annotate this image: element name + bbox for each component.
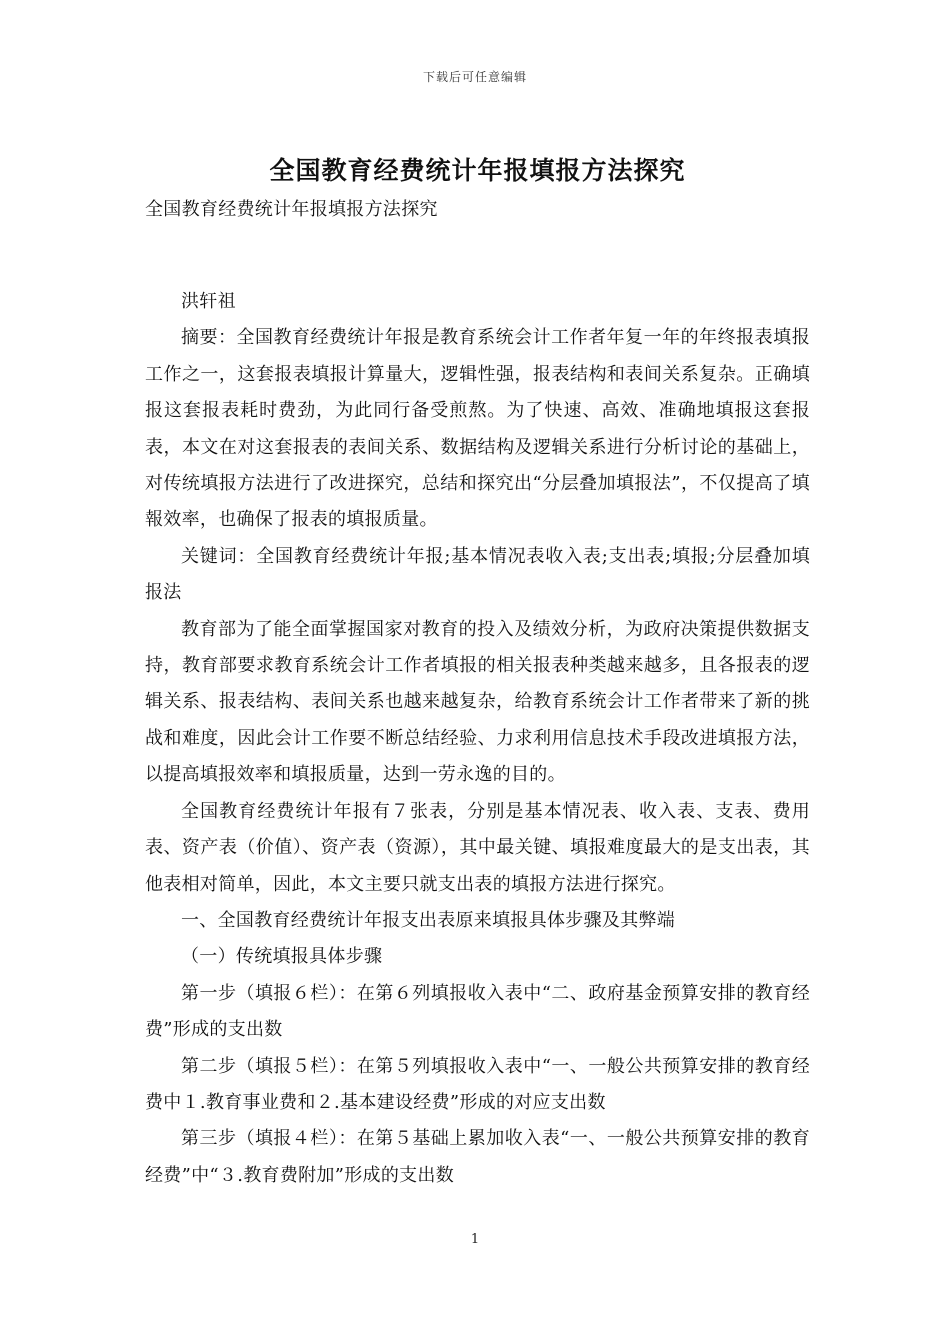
header-note: 下载后可任意编辑: [422, 70, 527, 84]
blank-line: [145, 228, 810, 284]
step-paragraph-3: 第三步（填报４栏）：在第５基础上累加收入表“一、一般公共预算安排的教育经费”中“３.教育费附加”形成的支出数: [145, 1128, 810, 1186]
step-paragraph-1: 第一步（填报６栏）：在第６列填报收入表中“二、政府基金预算安排的教育经费”形成的支出数: [145, 982, 810, 1041]
body-paragraph-1: 教育部为了能全面掌握国家对教育的投入及绩效分析，为政府决策提供数据支持，教育部要求教育系统会计工作者填报的相关报表种类越来越多，且各报表的逻辑关系、报表结构、表间关系也越来越复杂，给教育系统会计工作者带来了新的挑战和难度，因此会计工作要不断总结经验、力求利用信息技术手段改进填报方法，以提高填报效率和填报质量，达到一劳永逸的目的。: [145, 618, 810, 786]
abstract-paragraph: 摘要：全国教育经费统计年报是教育系统会计工作者年复一年的年终报表填报工作之一，这套报表填报计算量大，逻辑性强，报表结构和表间关系复杂。正确填报这套报表耗时费劲，为此同行备受煎熬。为了快速、高效、准确地填报这套报表，本文在对这套报表的表间关系、数据结构及逻辑关系进行分析讨论的基础上，对传统填报方法进行了改进探究，总结和探究出“分层叠加填报法”，不仅提高了填報效率，也确保了报表的填报质量。: [145, 327, 810, 531]
section-heading-1: 一、全国教育经费统计年报支出表原来填报具体步骤及其弊端: [181, 909, 676, 931]
document-subtitle: 全国教育经费统计年报填报方法探究: [145, 199, 438, 220]
body-paragraph-2: 全国教育经费统计年报有７张表，分别是基本情况表、收入表、支表、费用表、资产表（价值）、资产表（资源），其中最关键、填报难度最大的是支出表，其他表相对简单，因此，本文主要只就支出表的填报方法进行探究。: [145, 800, 810, 895]
author-name: 洪轩祖: [181, 291, 236, 312]
subsection-heading-1: （一）传统填报具体步骤: [181, 946, 383, 968]
step-paragraph-2: 第二步（填报５栏）：在第５列填报收入表中“一、一般公共预算安排的教育经费中１.教育事业费和２.基本建设经费”形成的对应支出数: [145, 1055, 810, 1113]
keywords-paragraph: 关键词：全国教育经费统计年报;基本情况表收入表;支出表;填报;分层叠加填报法: [145, 545, 810, 604]
document-body: [145, 150, 810, 1194]
document-title: 全国教育经费统计年报填报方法探究: [269, 156, 686, 185]
page-number: 1: [470, 1232, 480, 1247]
